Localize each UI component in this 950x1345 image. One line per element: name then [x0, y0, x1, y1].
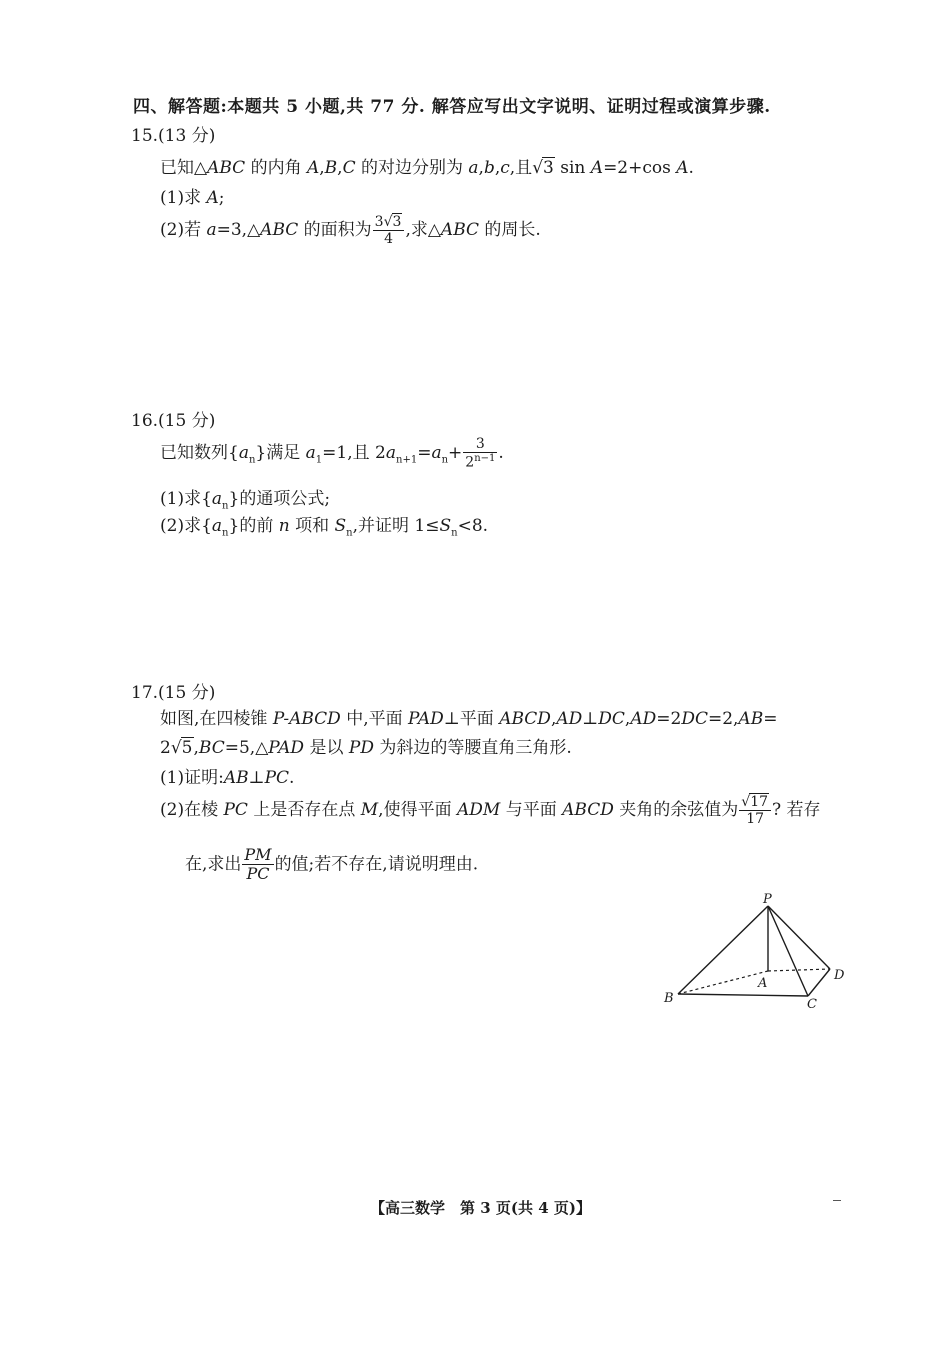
question-16-stem: 已知数列$\{a_n\}$满足 $a_1=1$,且 $2a_{n+1}=a_n+$ $\frac{3}{2^{n-1}}$ .	[160, 436, 504, 471]
question-17-part-2-line-1: (2)在棱 PC 上是否存在点 M,使得平面 ADM 与平面 ABCD 夹角的余弦值为 $\frac{√17}{17}$ ? 若存	[160, 794, 821, 828]
edge-PD	[768, 906, 830, 969]
label-B: B	[664, 991, 674, 1006]
edge-BC	[678, 994, 808, 996]
question-16-part-1: (1)求$\{a_n\}$的通项公式;	[160, 489, 331, 512]
pyramid-figure	[660, 888, 860, 1018]
edge-PB	[678, 906, 768, 994]
fraction-pm-pc: $\frac{PM}{PC}$	[244, 845, 272, 884]
question-17-stem-line-1: 如图,在四棱锥 P-ABCD 中,平面 PAD⊥平面 ABCD,AD⊥DC,AD=2DC=2,AB=	[160, 709, 778, 729]
edge-AD-hidden	[768, 969, 830, 971]
question-16-part-2: (2)求$\{a_n\}$的前 n 项和 $S_n$,并证明 $1\le S_n<8$.	[160, 516, 489, 539]
question-17-stem-line-2: 2√5,BC=5,△PAD 是以 PD 为斜边的等腰直角三角形.	[160, 738, 572, 758]
edge-CD	[808, 969, 830, 996]
page-footer: 【高三数学 第 3 页(共 4 页)】	[370, 1199, 591, 1217]
edge-PC	[768, 906, 808, 996]
question-17-number: 17.(15 分)	[131, 683, 216, 703]
label-A: A	[758, 976, 768, 991]
question-17-part-1: (1)证明:AB⊥PC.	[160, 768, 295, 788]
question-17-part-2-line-2: 在,求出 $\frac{PM}{PC}$ 的值;若不存在,请说明理由.	[185, 845, 479, 884]
question-15-stem: 已知△ABC 的内角 A,B,C 的对边分别为 a,b,c,且√3 sin A=2+cos A.	[160, 158, 694, 178]
question-16-number: 16.(15 分)	[131, 411, 216, 431]
question-15-part-1: (1)求 A;	[160, 188, 225, 208]
edge-BA-hidden	[678, 971, 768, 994]
section-heading: 四、解答题:本题共 5 小题,共 77 分. 解答应写出文字说明、证明过程或演算步骤.	[133, 97, 771, 117]
fraction-term: $\frac{3}{2^{n-1}}$	[465, 436, 496, 471]
fraction-cosine: $\frac{√17}{17}$	[739, 794, 771, 827]
question-15-number: 15.(13 分)	[131, 126, 216, 146]
question-15-part-2: (2)若 a=3,△ABC 的面积为 $\frac{3√3}{4}$ ,求△ABC 的周长.	[160, 214, 541, 248]
label-P: P	[763, 892, 772, 907]
label-C: C	[807, 997, 817, 1012]
corner-mark	[833, 1200, 841, 1201]
label-D: D	[834, 968, 845, 983]
fraction-area: $\frac{3√3}{4}$	[373, 214, 405, 247]
